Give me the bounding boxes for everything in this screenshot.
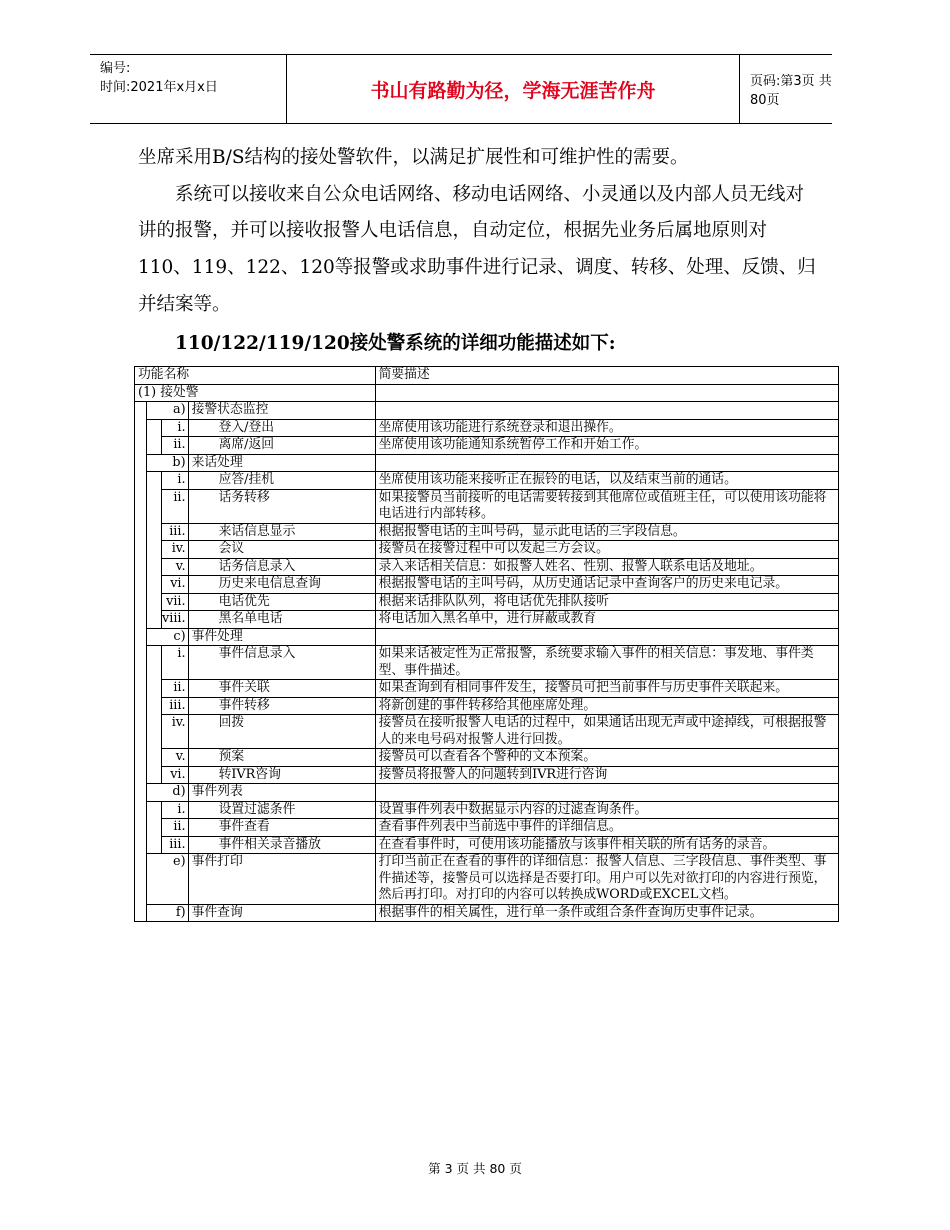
body-text — [138, 140, 818, 324]
indent-cell — [147, 419, 162, 454]
body-line-1: 坐席采用B/S结构的接处警软件，以满足扩展性和可维护性的需要。 — [138, 147, 689, 168]
function-name: 话务转移 — [188, 489, 375, 523]
function-name: 事件转移 — [188, 697, 375, 715]
function-name: 事件查看 — [188, 819, 375, 837]
function-name: 事件打印 — [188, 854, 375, 905]
header-meta — [100, 59, 218, 97]
row-number: iii. — [162, 697, 189, 715]
function-desc: 接警员在接警过程中可以发起三方会议。 — [375, 541, 838, 559]
table-row — [135, 593, 839, 611]
function-desc: 将电话加入黑名单中，进行屏蔽或教育 — [375, 611, 838, 629]
function-desc: 坐席使用该功能进行系统登录和退出操作。 — [375, 419, 838, 437]
section-row — [135, 384, 839, 402]
function-name: 黑名单电话 — [188, 611, 375, 629]
row-number: i. — [162, 472, 189, 490]
table-row — [135, 766, 839, 784]
function-desc: 设置事件列表中数据显示内容的过滤查询条件。 — [375, 801, 838, 819]
row-number: i. — [162, 419, 189, 437]
function-desc: 接警员可以查看各个警种的文本预案。 — [375, 749, 838, 767]
function-desc: 如果查询到有相同事件发生，接警员可把当前事件与历史事件关联起来。 — [375, 680, 838, 698]
function-name: 事件信息录入 — [188, 646, 375, 680]
col-desc-header: 简要描述 — [375, 367, 838, 385]
row-number: b) — [147, 454, 189, 472]
table-row — [135, 454, 839, 472]
table-row — [135, 628, 839, 646]
row-number: viii. — [162, 611, 189, 629]
table-row — [135, 489, 839, 523]
function-name: 预案 — [188, 749, 375, 767]
table-row — [135, 541, 839, 559]
indent-cell — [147, 472, 162, 629]
function-desc: 在查看事件时，可使用该功能播放与该事件相关联的所有话务的录音。 — [375, 836, 838, 854]
row-number: vii. — [162, 593, 189, 611]
row-number: f) — [147, 904, 189, 922]
row-number: ii. — [162, 819, 189, 837]
row-number: iv. — [162, 541, 189, 559]
row-number: ii. — [162, 680, 189, 698]
function-desc: 将新创建的事件转移给其他座席处理。 — [375, 697, 838, 715]
row-number: iii. — [162, 523, 189, 541]
indent-cell — [147, 646, 162, 784]
function-name: 来话处理 — [188, 454, 375, 472]
table-row — [135, 402, 839, 420]
row-number: vi. — [162, 576, 189, 594]
table-row — [135, 784, 839, 802]
table-row — [135, 576, 839, 594]
function-name: 历史来电信息查询 — [188, 576, 375, 594]
row-number: i. — [162, 646, 189, 680]
table-row — [135, 904, 839, 922]
indent-cell — [135, 402, 147, 922]
function-name: 电话优先 — [188, 593, 375, 611]
function-desc: 查看事件列表中当前选中事件的详细信息。 — [375, 819, 838, 837]
row-number: v. — [162, 749, 189, 767]
row-number: ii. — [162, 437, 189, 455]
function-desc — [375, 628, 838, 646]
doc-number-label: 编号: — [100, 61, 131, 76]
function-name: 会议 — [188, 541, 375, 559]
doc-time-label: 时间:2021年x月x日 — [100, 80, 218, 95]
function-name: 话务信息录入 — [188, 558, 375, 576]
function-desc: 接警员在接听报警人电话的过程中，如果通话出现无声或中途掉线，可根据报警人的来电号码对报警人进行回拨。 — [375, 715, 838, 749]
table-row — [135, 819, 839, 837]
function-desc: 坐席使用该功能来接听正在振铃的电话，以及结束当前的通话。 — [375, 472, 838, 490]
table-row — [135, 523, 839, 541]
table-row — [135, 472, 839, 490]
function-name: 事件相关录音播放 — [188, 836, 375, 854]
indent-cell — [147, 801, 162, 854]
row-number: d) — [147, 784, 189, 802]
row-number: c) — [147, 628, 189, 646]
row-number: i. — [162, 801, 189, 819]
function-name: 设置过滤条件 — [188, 801, 375, 819]
row-number: v. — [162, 558, 189, 576]
table-row — [135, 558, 839, 576]
function-desc — [375, 454, 838, 472]
function-desc: 录入来话相关信息：如报警人姓名、性别、报警人联系电话及地址。 — [375, 558, 838, 576]
function-name: 事件处理 — [188, 628, 375, 646]
section-desc — [375, 384, 838, 402]
function-name: 回拨 — [188, 715, 375, 749]
table-row — [135, 715, 839, 749]
page-header — [90, 54, 832, 124]
col-name-header: 功能名称 — [135, 367, 376, 385]
function-desc: 如果来话被定性为正常报警，系统要求输入事件的相关信息：事发地、事件类型、事件描述。 — [375, 646, 838, 680]
row-number: a) — [147, 402, 189, 420]
function-name: 离席/返回 — [188, 437, 375, 455]
section-title: (1) 接处警 — [135, 384, 376, 402]
row-number: iii. — [162, 836, 189, 854]
body-paragraph-2: 系统可以接收来自公众电话网络、移动电话网络、小灵通以及内部人员无线对讲的报警，并可以接收报警人电话信息，自动定位，根据先业务后属地原则对110、119、122、120等报警或求助事件进行记录、调度、转移、处理、反馈、归并结案等。 — [138, 183, 816, 315]
function-desc: 打印当前正在查看的事件的详细信息：报警人信息、三字段信息、事件类型、事件描述等，接警员可以选择是否要打印。用户可以先对欲打印的内容进行预览，然后再打印。对打印的内容可以转换成WORD或EXCEL文档。 — [375, 854, 838, 905]
function-name: 登入/登出 — [188, 419, 375, 437]
table-row — [135, 801, 839, 819]
function-name: 转IVR咨询 — [188, 766, 375, 784]
table-row — [135, 836, 839, 854]
function-name: 应答/挂机 — [188, 472, 375, 490]
function-name: 接警状态监控 — [188, 402, 375, 420]
row-number: ii. — [162, 489, 189, 523]
table-row — [135, 611, 839, 629]
table-row — [135, 749, 839, 767]
table-caption: 110/122/119/120接处警系统的详细功能描述如下: — [175, 333, 616, 354]
header-page-info: 页码:第3页 共80页 — [750, 74, 832, 108]
table-row — [135, 697, 839, 715]
table-row — [135, 646, 839, 680]
table-row — [135, 437, 839, 455]
function-desc — [375, 402, 838, 420]
row-number: iv. — [162, 715, 189, 749]
function-desc: 根据事件的相关属性，进行单一条件或组合条件查询历史事件记录。 — [375, 904, 838, 922]
function-name: 来话信息显示 — [188, 523, 375, 541]
function-desc: 根据报警电话的主叫号码，从历史通话记录中查询客户的历史来电记录。 — [375, 576, 838, 594]
header-motto: 书山有路勤为径，学海无涯苦作舟 — [286, 55, 740, 123]
table-row — [135, 680, 839, 698]
function-name: 事件列表 — [188, 784, 375, 802]
function-desc: 根据报警电话的主叫号码，显示此电话的三字段信息。 — [375, 523, 838, 541]
row-number: vi. — [162, 766, 189, 784]
function-desc: 如果接警员当前接听的电话需要转接到其他席位或值班主任，可以使用该功能将电话进行内部转移。 — [375, 489, 838, 523]
page-footer: 第 3 页 共 80 页 — [428, 1161, 522, 1176]
table-row — [135, 419, 839, 437]
function-desc — [375, 784, 838, 802]
function-name: 事件查询 — [188, 904, 375, 922]
table-row — [135, 854, 839, 905]
function-table — [134, 366, 839, 922]
function-name: 事件关联 — [188, 680, 375, 698]
row-number: e) — [147, 854, 189, 905]
table-header-row — [135, 367, 839, 385]
function-desc: 坐席使用该功能通知系统暂停工作和开始工作。 — [375, 437, 838, 455]
function-desc: 接警员将报警人的问题转到IVR进行咨询 — [375, 766, 838, 784]
function-desc: 根据来话排队队列，将电话优先排队接听 — [375, 593, 838, 611]
